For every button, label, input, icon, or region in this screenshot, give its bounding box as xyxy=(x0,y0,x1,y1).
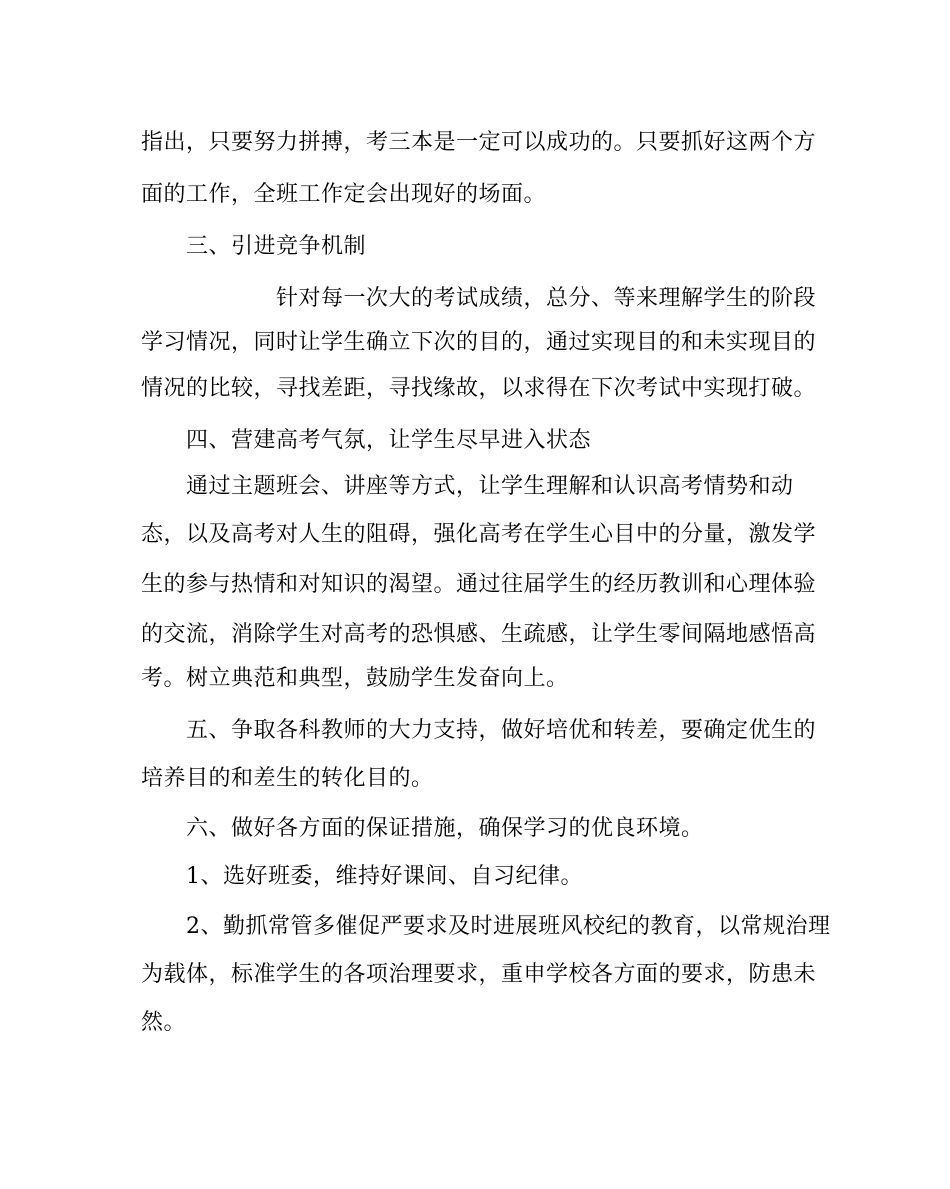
paragraph-line: 考。树立典范和典型，鼓励学生发奋向上。 xyxy=(141,666,569,691)
paragraph-line: 通过主题班会、讲座等方式，让学生理解和认识高考情势和动 xyxy=(186,474,794,499)
paragraph-line: 面的工作，全班工作定会出现好的场面。 xyxy=(141,182,547,207)
paragraph-line: 指出，只要努力拼搏，考三本是一定可以成功的。只要抓好这两个方 xyxy=(141,130,817,155)
paragraph-line: 针对每一次大的考试成绩，总分、等来理解学生的阶段 xyxy=(276,286,817,311)
paragraph-line: 态，以及高考对人生的阻碍，强化高考在学生心目中的分量，激发学 xyxy=(141,522,817,547)
paragraph-line: 情况的比较，寻找差距，寻找缘故，以求得在下次考试中实现打破。 xyxy=(141,376,817,401)
paragraph-line: 生的参与热情和对知识的渴望。通过往届学生的经历教训和心理体验 xyxy=(141,572,817,597)
section-heading-4: 四、营建高考气氛，让学生尽早进入状态 xyxy=(186,428,592,453)
paragraph-line: 学习情况，同时让学生确立下次的目的，通过实现目的和未实现目的 xyxy=(141,330,817,355)
list-item-1: 1、选好班委，维持好课间、自习纪律。 xyxy=(186,864,583,889)
paragraph-line: 然。 xyxy=(141,1010,187,1035)
paragraph-line: 的交流，消除学生对高考的恐惧感、生疏感，让学生零间隔地感悟高 xyxy=(141,622,817,647)
section-heading-5: 五、争取各科教师的大力支持，做好培优和转差，要确定优生的 xyxy=(186,718,817,743)
paragraph-line: 培养目的和差生的转化目的。 xyxy=(141,766,434,791)
paragraph-line: 为载体，标准学生的各项治理要求，重申学校各方面的要求，防患未 xyxy=(141,962,817,987)
list-item-2: 2、勤抓常管多催促严要求及时进展班风校纪的教育，以常规治理 xyxy=(186,914,831,939)
section-heading-6: 六、做好各方面的保证措施，确保学习的优良环境。 xyxy=(186,816,704,841)
section-heading-3: 三、引进竞争机制 xyxy=(186,234,367,259)
